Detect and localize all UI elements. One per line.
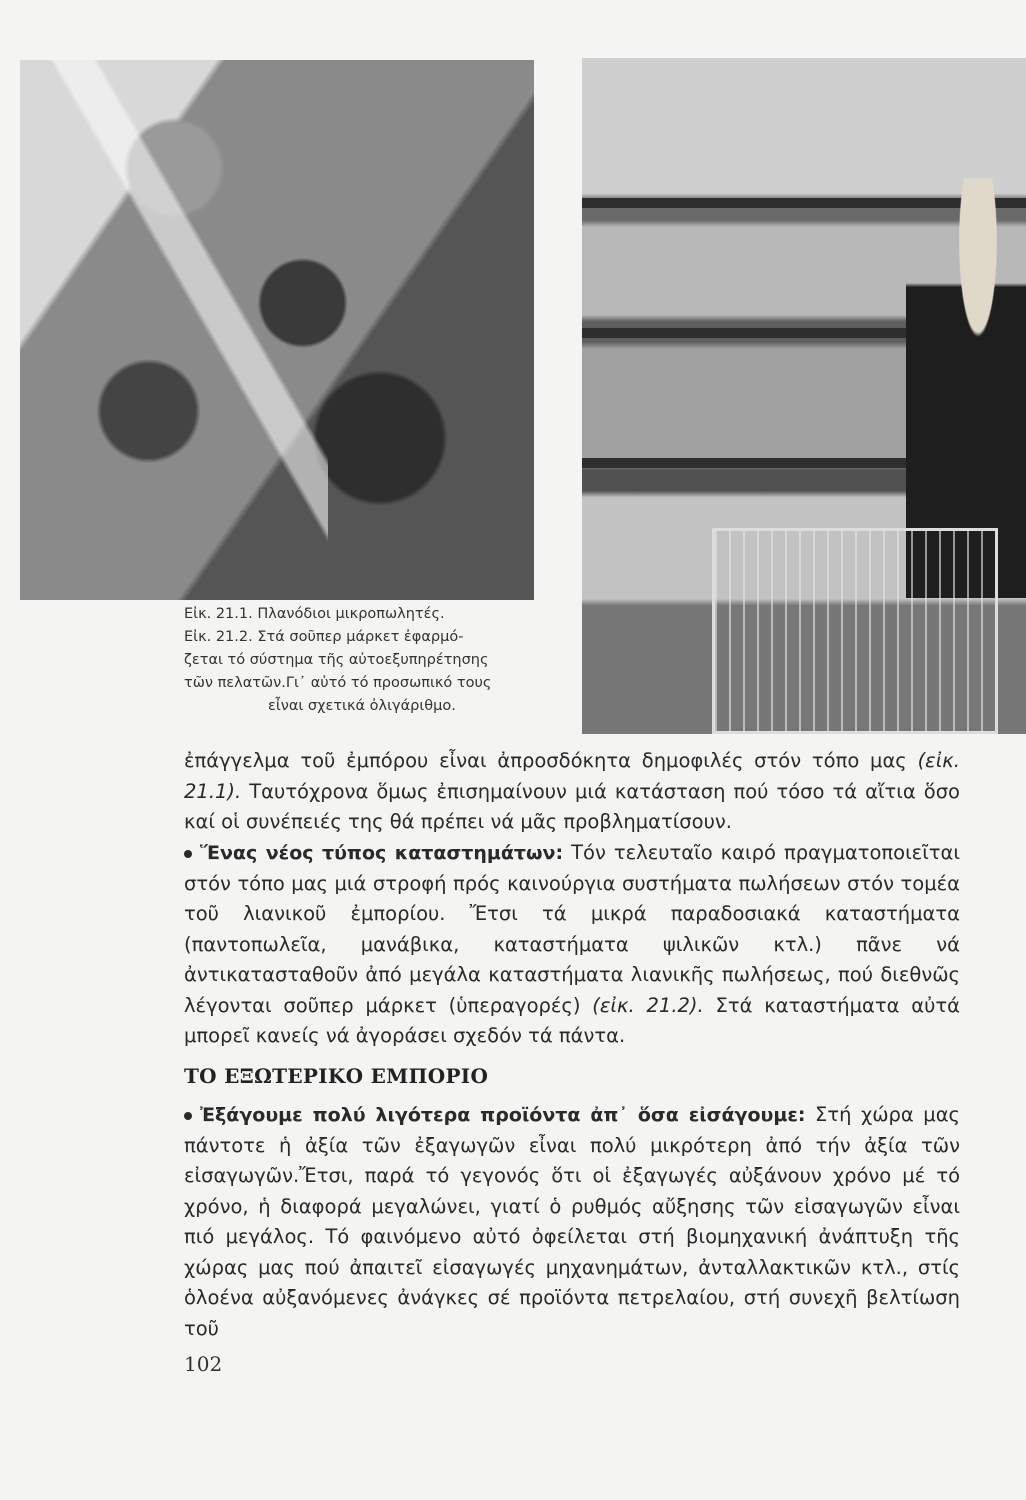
caption-line: τῶν πελατῶν.Γι᾽ αὐτό τό προσωπικό τους — [184, 675, 492, 691]
section-heading: ΤΟ ΕΞΩΤΕΡΙΚΟ ΕΜΠΟΡΙΟ — [184, 1064, 489, 1088]
shopping-cart — [712, 528, 998, 734]
paragraph-new-store-type — [184, 838, 960, 1052]
figure-reference: (εἰκ. 21.2). — [592, 993, 704, 1017]
caption-line: εἶναι σχετικά ὀλιγάριθμο. — [268, 698, 456, 714]
street-vendors-photo — [20, 60, 534, 600]
figure-caption — [184, 603, 574, 718]
supermarket-photo — [582, 58, 1026, 734]
paragraph-text: ἐπάγγελμα τοῦ ἐμπόρου εἶναι ἀπροσδόκητα δημοφιλές στόν τόπο μας — [184, 749, 918, 772]
figure-reference: (εἰκ. 21.1). — [184, 749, 960, 803]
bullet-icon — [184, 850, 192, 858]
caption-line: Εἰκ. 21.2. Στά σοῦπερ μάρκετ ἐφαρμό- — [184, 629, 464, 645]
caption-line: Εἰκ. 21.1. Πλανόδιοι μικροπωλητές. — [184, 606, 445, 622]
paragraph-lead: Ἐξάγουμε πολύ λιγότερα προϊόντα ἀπ᾽ ὅσα εἰσάγουμε: — [200, 1104, 806, 1126]
paragraph-text: Στά καταστήματα αὐτά μπορεῖ κανείς νά ἀγοράσει σχεδόν τά πάντα. — [184, 993, 960, 1047]
paragraph-text: Στή χώρα μας πάντοτε ἡ ἀξία τῶν ἐξαγωγῶν εἶναι πολύ μικρότερη ἀπό τήν ἀξία τῶν εἰσαγωγῶν.Ἔτσι, παρά τό γεγονός ὅτι οἱ ἐξαγωγές αὐξάνουν χρόνο μέ τό χρόνο, ἡ διαφορά μεγαλώνει, γιατί ὁ ρυθμός αὔξησης τῶν εἰσαγωγῶν εἶναι πιό μεγάλος. Τό φαινόμενο αὐτό ὀφείλεται στή βιομηχανική ἀνάπτυξη τῆς χώρας μας πού ἀπαιτεῖ εἰσαγωγές μηχανημάτων, ἀνταλλακτικῶν κτλ., στίς ὁλοένα αὐξανόμενες ἀνάγκες σέ προϊόντα πετρελαίου, στή συνεχῆ βελτίωση τοῦ — [184, 1103, 960, 1340]
caption-line: ζεται τό σύστημα τῆς αὐτοεξυπηρέτησης — [184, 652, 489, 668]
paragraph-text: Τόν τελευταῖο καιρό πραγματοποιεῖται στόν τόπο μας μιά στροφή πρός καινούργια συστήματα πωλήσεων στόν τομέα τοῦ λιανικοῦ ἐμπορίου. Ἔτσι τά μικρά παραδοσιακά καταστήματα (παντοπωλεῖα, μανάβικα, καταστήματα ψιλικῶν κτλ.) πᾶνε νά ἀντικατασταθοῦν ἀπό μεγάλα καταστήματα λιανικῆς πωλήσεως, πού διεθνῶς λέγονται σοῦπερ μάρκετ (ὑπεραγορές) — [184, 841, 961, 1017]
paragraph-lead: Ἕνας νέος τύπος καταστημάτων: — [200, 842, 564, 864]
paragraph-text: Ταυτόχρονα ὅμως ἐπισημαίνουν μιά κατάσταση πού τόσο τά αἴτια ὅσο καί οἱ συνέπειές της θά πρέπει νά μᾶς προβληματίσουν. — [184, 779, 960, 833]
bullet-icon — [184, 1112, 192, 1120]
page-number: 102 — [184, 1352, 223, 1376]
paragraph-merchant-profession — [184, 746, 960, 838]
paragraph-exports-imports — [184, 1100, 960, 1344]
